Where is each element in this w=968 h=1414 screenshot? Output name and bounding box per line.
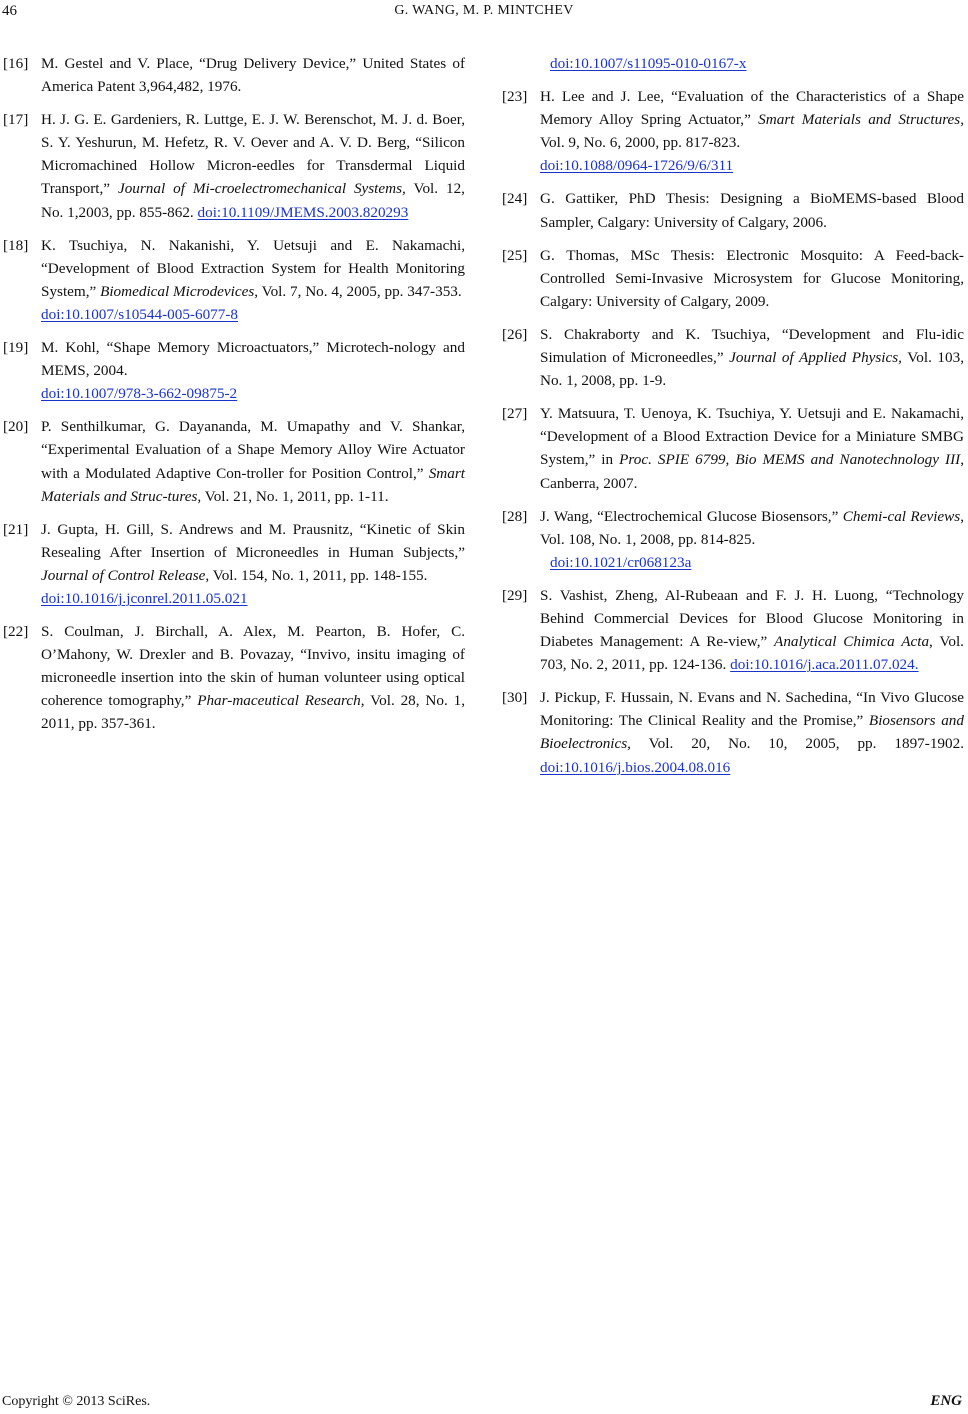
reference-details: Vol. 103, No. 1, 2008, pp. 1-9. (540, 349, 964, 390)
reference-number: [16] (3, 55, 29, 72)
reference-number: [27] (502, 405, 528, 423)
doi-link[interactable]: doi:10.1021/cr068123a (550, 553, 692, 571)
reference-body: K. Tsuchiya, N. Nakanishi, Y. Uetsuji and E. Nakamachi, “Development of Blood Extraction System for Health Monitoring System,” (41, 236, 465, 300)
copyright-notice: Copyright © 2013 SciRes. (2, 1394, 151, 1409)
reference-journal: Biosensors and Bioelectronics, (540, 712, 964, 753)
reference-body: S. Coulman, J. Birchall, A. Alex, M. Pearton, B. Hofer, C. O’Mahony, W. Drexler and B. Povazay, “Invivo, insitu imaging of microneedle insertion into the skin of human volunteer using optical coherence tomography,” (41, 623, 465, 710)
reference-number: [20] (3, 418, 29, 436)
reference-details: , Vol. 7, No. 4, 2005, pp. 347-353. (254, 282, 462, 300)
reference-16 (3, 52, 465, 98)
reference-body: H. Lee and J. Lee, “Evaluation of the Characteristics of a Shape Memory Alloy Spring Actuator,” (540, 88, 964, 129)
reference-body: P. Senthilkumar, G. Dayananda, M. Umapathy and V. Shankar, “Experimental Evaluation of a Shape Memory Alloy Wire Actuator with a Modulated Adaptive Con-troller for Position Control,” (41, 418, 465, 482)
reference-17 (3, 108, 465, 223)
reference-20 (3, 415, 465, 507)
doi-link[interactable]: doi:10.1007/978-3-662-09875-2 (41, 385, 238, 403)
doi-link[interactable]: doi:10.1088/0964-1726/9/6/311 (540, 157, 734, 175)
doi-link[interactable]: doi:10.1007/s11095-010-0167-x (550, 55, 747, 72)
reference-number: [26] (502, 325, 528, 343)
reference-29 (502, 584, 964, 676)
reference-number: [17] (3, 111, 29, 129)
reference-journal: Journal of Mi-croelectromechanical Systems, (117, 180, 406, 198)
reference-body: Y. Matsuura, T. Uenoya, K. Tsuchiya, Y. Uetsuji and E. Nakamachi, “Development of a Blood Extraction Device for a Miniature SMBG System,” in (540, 405, 964, 469)
references-right-column (502, 52, 964, 789)
reference-text (41, 108, 465, 223)
reference-number: [29] (502, 586, 528, 604)
reference-30 (502, 686, 964, 778)
reference-body: J. Gupta, H. Gill, S. Andrews and M. Prausnitz, “Kinetic of Skin Resealing After Insertion of Microneedles in Human Subjects,” (41, 520, 465, 561)
reference-number: [24] (502, 190, 528, 208)
reference-body: M. Kohl, “Shape Memory Microactuators,” Microtech-nology and MEMS, 2004. (41, 339, 465, 380)
reference-body: G. Thomas, MSc Thesis: Electronic Mosquito: A Feed-back-Controlled Semi-Invasive Microsystem for Glucose Monitoring, Calgary: University of Calgary, 2009. (540, 246, 964, 310)
reference-text (540, 187, 964, 233)
reference-number: [19] (3, 339, 29, 357)
reference-text (41, 620, 465, 735)
reference-text (41, 336, 465, 405)
reference-details: , Vol. 108, No. 1, 2008, pp. 814-825. (540, 507, 964, 548)
reference-journal: Phar-maceutical Research, (197, 692, 365, 710)
reference-text (41, 518, 465, 610)
journal-abbreviation: ENG (930, 1393, 962, 1409)
reference-text (540, 85, 964, 177)
reference-text (41, 415, 465, 507)
reference-journal: Smart Materials and Struc-tures, (41, 464, 465, 505)
reference-details: Vol. 9, No. 6, 2000, pp. 817-823. (540, 134, 741, 152)
page-number: 46 (2, 3, 17, 19)
doi-link[interactable]: doi:10.1016/j.jconrel.2011.05.021 (41, 589, 248, 607)
reference-text (41, 52, 465, 98)
references-left-column (3, 52, 465, 746)
reference-text (540, 244, 964, 313)
reference-journal: Smart Materials and Structures, (758, 111, 964, 129)
reference-28 (502, 505, 964, 574)
reference-23 (502, 85, 964, 177)
reference-27 (502, 402, 964, 494)
doi-link[interactable]: doi:10.1109/JMEMS.2003.820293 (197, 203, 409, 221)
reference-body: H. J. G. E. Gardeniers, R. Luttge, E. J. W. Berenschot, M. J. d. Boer, S. Y. Yeshurun, M. Hefetz, R. V. Oever and A. V. D. Berg, “Silicon Micromachined Hollow Micron-eedles for Transdermal Liquid Transport,” (41, 111, 465, 198)
reference-25 (502, 244, 964, 313)
reference-details: Vol. 12, No. 1,2003, pp. 855-862. (41, 180, 465, 221)
reference-details: Vol. 21, No. 1, 2011, pp. 1-11. (201, 487, 389, 505)
reference-text (540, 686, 964, 778)
reference-journal: Analytical Chimica Acta (774, 633, 930, 651)
reference-number: [28] (502, 507, 528, 525)
reference-details: , Canberra, 2007. (540, 451, 964, 492)
running-head: G. WANG, M. P. MINTCHEV (394, 3, 574, 18)
reference-body: M. Gestel and V. Place, “Drug Delivery Device,” United States of America Patent 3,964,482, 1976. (41, 55, 465, 96)
reference-number: [30] (502, 689, 528, 707)
reference-journal: Biomedical Microdevices (100, 282, 255, 300)
reference-22-continued (502, 52, 964, 75)
reference-body: J. Wang, “Electrochemical Glucose Biosensors,” (540, 507, 843, 525)
reference-details: , Vol. 154, No. 1, 2011, pp. 148-155. (205, 566, 428, 584)
reference-body: S. Chakraborty and K. Tsuchiya, “Development and Flu-idic Simulation of Microneedles,” (540, 325, 964, 367)
reference-19 (3, 336, 465, 405)
reference-number: [23] (502, 88, 528, 106)
reference-text (540, 584, 964, 676)
reference-26 (502, 323, 964, 392)
reference-number: [25] (502, 246, 528, 264)
reference-details: Vol. 28, No. 1, 2011, pp. 357-361. (41, 692, 466, 733)
reference-body: J. Pickup, F. Hussain, N. Evans and N. Sachedina, “In Vivo Glucose Monitoring: The Clinical Reality and the Promise,” (540, 689, 964, 730)
reference-number: [22] (3, 623, 29, 641)
reference-details: Vol. 20, No. 10, 2005, pp. 1897-1902. (630, 735, 964, 753)
reference-number: [21] (3, 520, 29, 538)
doi-link[interactable]: doi:10.1007/s10544-005-6077-8 (41, 305, 239, 323)
reference-text (41, 234, 465, 326)
reference-body: S. Vashist, Zheng, Al-Rubeaan and F. J. H. Luong, “Technology Behind Commercial Devices for Blood Glucose Monitoring in Diabetes Management: A Re-view,” (540, 586, 964, 651)
reference-21 (3, 518, 465, 610)
reference-journal: Proc. SPIE 6799, Bio MEMS and Nanotechnology III (619, 451, 961, 469)
doi-link[interactable]: doi:10.1016/j.bios.2004.08.016 (540, 758, 731, 776)
reference-journal: Chemi-cal Reviews (842, 507, 961, 525)
reference-text (540, 402, 964, 494)
reference-details: , Vol. 703, No. 2, 2011, pp. 124-136. (540, 633, 964, 674)
reference-text (540, 52, 964, 75)
reference-text (540, 505, 964, 574)
reference-18 (3, 234, 465, 326)
reference-journal: Journal of Control Release (41, 566, 206, 584)
reference-24 (502, 187, 964, 233)
reference-journal: Journal of Applied Physics, (729, 349, 902, 367)
reference-text (540, 323, 964, 392)
reference-22 (3, 620, 465, 735)
reference-number: [18] (3, 236, 29, 254)
doi-link[interactable]: doi:10.1016/j.aca.2011.07.024. (730, 656, 919, 674)
reference-body: G. Gattiker, PhD Thesis: Designing a BioMEMS-based Blood Sampler, Calgary: University of Calgary, 2006. (540, 190, 964, 231)
